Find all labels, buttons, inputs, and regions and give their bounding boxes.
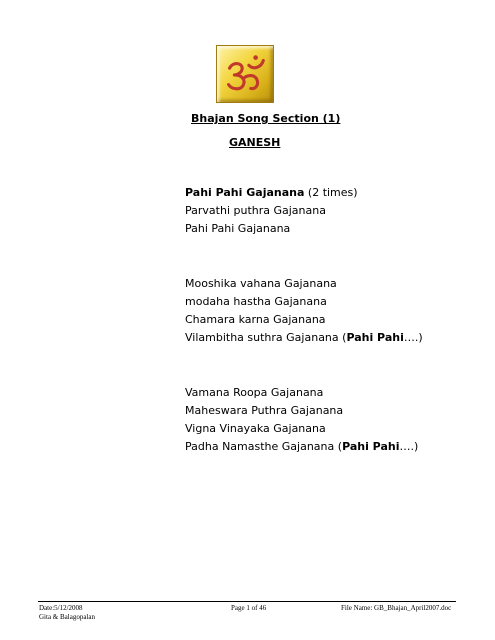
verse-2-line-1: Mooshika vahana Gajanana (185, 277, 337, 290)
verse-1-line-3: Pahi Pahi Gajanana (185, 222, 291, 235)
footer-file-name: File Name: GB_Bhajan_April2007.doc (341, 604, 452, 612)
deity-title: GANESH (229, 136, 281, 149)
verse-2-line-4-post: ….) (403, 331, 423, 344)
section-title: Bhajan Song Section (1) (191, 112, 341, 125)
verse-1-line-1-rest: (2 times) (304, 186, 358, 199)
footer-divider (38, 601, 456, 602)
verse-3-line-3: Vigna Vinayaka Gajanana (185, 422, 326, 435)
verse-3-line-4-post: ….) (399, 440, 419, 453)
verse-3-line-4-bold: Pahi Pahi (342, 440, 400, 453)
footer-owner: Gita & Balagopalan (39, 613, 95, 621)
verse-3-line-2: Maheswara Puthra Gajanana (185, 404, 344, 417)
verse-1-line-2: Parvathi puthra Gajanana (185, 204, 326, 217)
verse-3-line-4-pre: Padha Namasthe Gajanana ( (185, 440, 343, 453)
verse-2-line-3: Chamara karna Gajanana (185, 313, 326, 326)
footer-page-number: Page 1 of 46 (231, 604, 267, 612)
verse-2-line-4 (185, 331, 423, 345)
verse-2-line-4-bold: Pahi Pahi (346, 331, 404, 344)
footer-date: Date:5/12/2008 (39, 604, 83, 612)
verse-3-line-4 (185, 440, 418, 454)
om-logo (216, 45, 274, 103)
verse-3-line-1: Vamana Roopa Gajanana (185, 386, 324, 399)
verse-2-line-2: modaha hastha Gajanana (185, 295, 327, 308)
om-symbol-icon (217, 46, 273, 102)
verse-1-line-1 (185, 186, 358, 200)
verse-1-line-1-bold: Pahi Pahi Gajanana (185, 186, 305, 199)
verse-2-line-4-pre: Vilambitha suthra Gajanana ( (185, 331, 347, 344)
